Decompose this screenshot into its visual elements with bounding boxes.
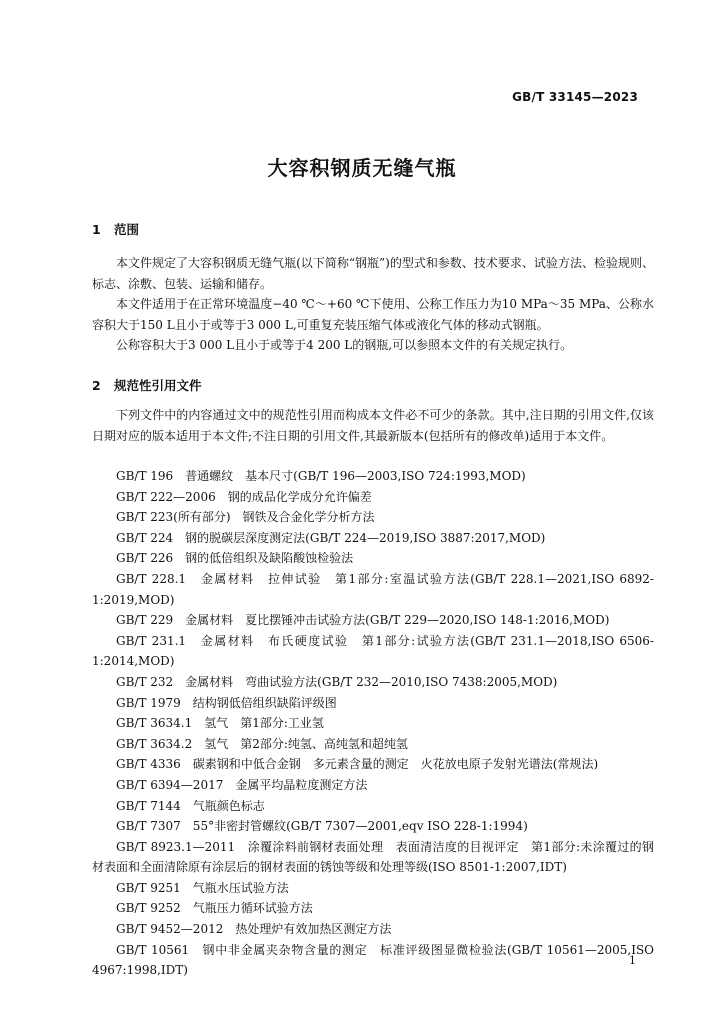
reference-list xyxy=(92,466,654,981)
section-2-intro xyxy=(92,405,654,446)
reference-item: GB/T 231.1 金属材料 布氏硬度试验 第1部分:试验方法(GB/T 231.1—2018,ISO 6506-1:2014,MOD) xyxy=(92,633,654,669)
section-1-heading xyxy=(92,220,139,238)
reference-item: GB/T 1979 结构钢低倍组织缺陷评级图 xyxy=(116,695,337,710)
reference-item: GB/T 4336 碳素钢和中低合金钢 多元素含量的测定 火花放电原子发射光谱法(常规法) xyxy=(116,757,599,772)
standard-code: GB/T 33145—2023 xyxy=(512,90,638,104)
reference-item: GB/T 9251 气瓶水压试验方法 xyxy=(116,880,289,895)
section-number: 2 xyxy=(92,378,101,393)
reference-item: GB/T 223(所有部分) 钢铁及合金化学分析方法 xyxy=(116,510,375,525)
reference-item: GB/T 3634.2 氢气 第2部分:纯氢、高纯氢和超纯氢 xyxy=(116,736,408,751)
reference-item: GB/T 229 金属材料 夏比摆锤冲击试验方法(GB/T 229—2020,ISO 148-1:2016,MOD) xyxy=(116,613,610,628)
document-title: 大容积钢质无缝气瓶 xyxy=(267,156,457,180)
section-1-body xyxy=(92,253,654,356)
reference-item: GB/T 7144 气瓶颜色标志 xyxy=(116,798,265,813)
section-title: 范围 xyxy=(114,222,140,237)
paragraph: 公称容积大于3 000 L且小于或等于4 200 L的钢瓶,可以参照本文件的有关规定执行。 xyxy=(116,338,573,352)
section-2-heading xyxy=(92,376,202,394)
paragraph: 本文件规定了大容积钢质无缝气瓶(以下简称“钢瓶”)的型式和参数、技术要求、试验方法、检验规则、标志、涂敷、包装、运输和储存。 xyxy=(92,256,654,291)
reference-item: GB/T 222—2006 钢的成品化学成分允许偏差 xyxy=(116,489,372,504)
reference-item: GB/T 6394—2017 金属平均晶粒度测定方法 xyxy=(116,777,368,792)
reference-item: GB/T 7307 55°非密封管螺纹(GB/T 7307—2001,eqv ISO 228-1:1994) xyxy=(116,819,528,834)
section-number: 1 xyxy=(92,222,101,237)
reference-item: GB/T 10561 钢中非金属夹杂物含量的测定 标准评级图显微检验法(GB/T 10561—2005,ISO 4967:1998,IDT) xyxy=(92,942,654,978)
page-number: 1 xyxy=(629,954,636,967)
reference-item: GB/T 3634.1 氢气 第1部分:工业氢 xyxy=(116,716,324,731)
section-title: 规范性引用文件 xyxy=(114,378,202,393)
reference-item: GB/T 9252 气瓶压力循环试验方法 xyxy=(116,901,313,916)
reference-item: GB/T 9452—2012 热处理炉有效加热区测定方法 xyxy=(116,922,392,937)
reference-item: GB/T 226 钢的低倍组织及缺陷酸蚀检验法 xyxy=(116,551,354,566)
reference-item: GB/T 224 钢的脱碳层深度测定法(GB/T 224—2019,ISO 3887:2017,MOD) xyxy=(116,530,546,545)
paragraph: 本文件适用于在正常环境温度−40 ℃～+60 ℃下使用、公称工作压力为10 MPa～35 MPa、公称水容积大于150 L且小于或等于3 000 L,可重复充装压缩气体或液化气体的移动式钢瓶。 xyxy=(92,297,654,332)
paragraph: 下列文件中的内容通过文中的规范性引用而构成本文件必不可少的条款。其中,注日期的引用文件,仅该日期对应的版本适用于本文件;不注日期的引用文件,其最新版本(包括所有的修改单)适用于本文件。 xyxy=(92,408,654,443)
reference-item: GB/T 232 金属材料 弯曲试验方法(GB/T 232—2010,ISO 7438:2005,MOD) xyxy=(116,674,558,689)
reference-item: GB/T 228.1 金属材料 拉伸试验 第1部分:室温试验方法(GB/T 228.1—2021,ISO 6892-1:2019,MOD) xyxy=(92,571,654,607)
reference-item: GB/T 196 普通螺纹 基本尺寸(GB/T 196—2003,ISO 724:1993,MOD) xyxy=(116,469,526,483)
reference-item: GB/T 8923.1—2011 涂覆涂料前钢材表面处理 表面清洁度的目视评定 第1部分:未涂覆过的钢材表面和全面清除原有涂层后的钢材表面的锈蚀等级和处理等级(ISO 8501-1:2007,IDT) xyxy=(92,839,654,875)
